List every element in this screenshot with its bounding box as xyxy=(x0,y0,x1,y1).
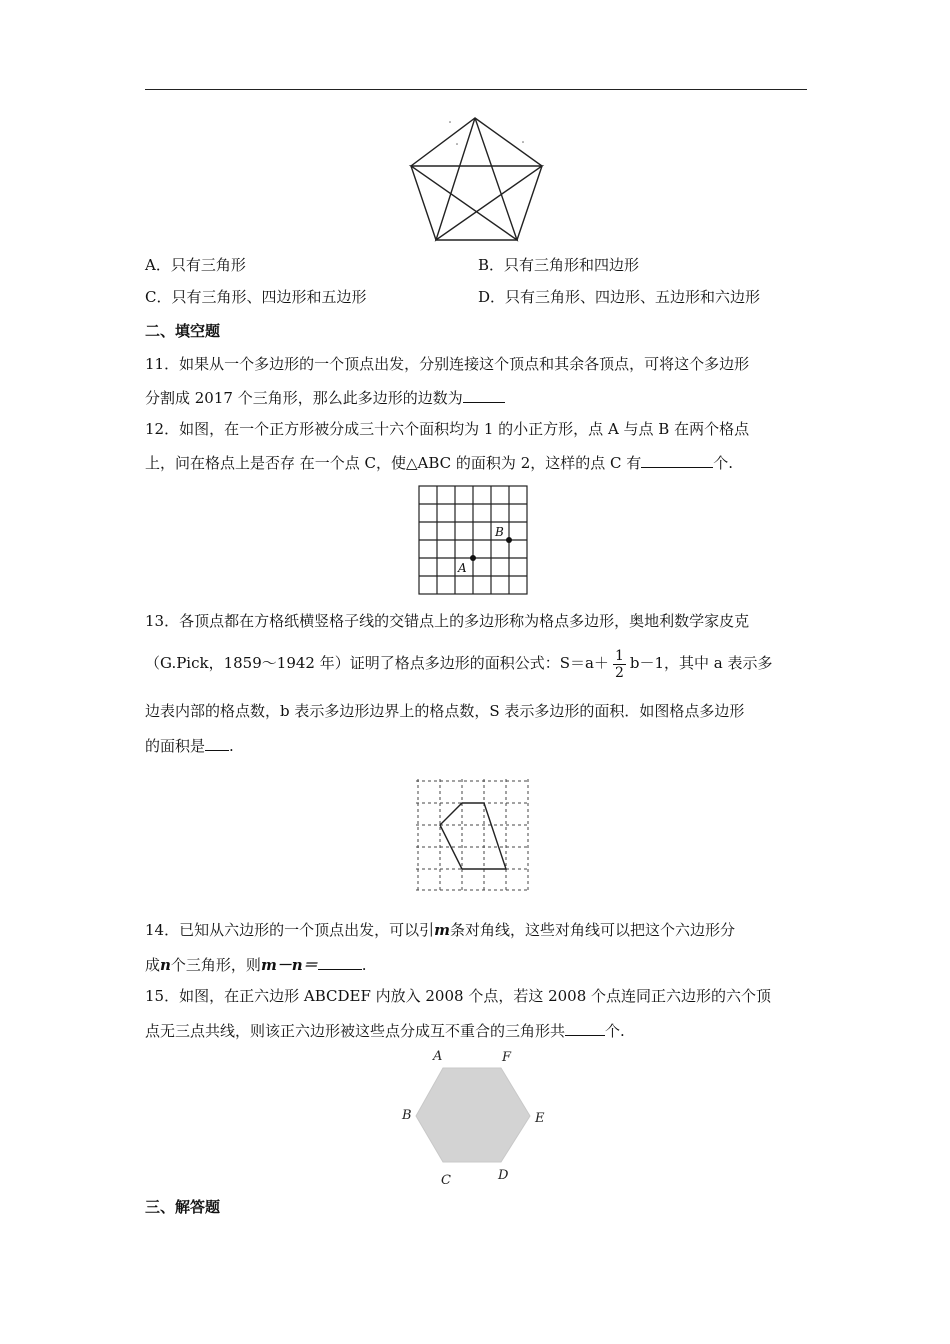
vertex-label-a: A xyxy=(433,1049,443,1064)
star-lines xyxy=(411,118,542,240)
q12-line1: 12．如图，在一个正方形被分成三十六个面积均为 1 的小正方形，点 A 与点 B 在两个格点 xyxy=(145,420,750,438)
q13-line3: 边表内部的格点数，b 表示多边形边界上的格点数，S 表示多边形的面积．如图格点多边形 xyxy=(145,702,745,720)
q14-line2 xyxy=(145,953,367,975)
point-b xyxy=(506,537,512,543)
choice-d: D．只有三角形、四边形、五边形和六边形 xyxy=(478,288,761,306)
q13-text-b: b－1，其中 a 表示多 xyxy=(629,654,773,672)
choice-c: C．只有三角形、四边形和五边形 xyxy=(145,288,367,306)
var-n: n xyxy=(160,956,171,974)
q15-line2 xyxy=(145,1019,625,1041)
q14-line1 xyxy=(145,920,735,940)
q13-lattice-figure xyxy=(412,776,532,894)
vertex-label-f: F xyxy=(502,1050,512,1065)
q11-text: 分割成 2017 个三角形，那么此多边形的边数为 xyxy=(145,389,463,407)
q13-text-c: 的面积是 xyxy=(145,737,206,755)
hexagon-abcdef xyxy=(416,1068,530,1162)
q11-line2 xyxy=(145,386,505,408)
q11-answer-blank[interactable] xyxy=(463,386,505,403)
section3-title: 三、解答题 xyxy=(145,1198,221,1216)
fraction-denominator: 2 xyxy=(614,664,624,681)
lattice-polygon xyxy=(440,803,506,869)
q14-text-e: . xyxy=(361,956,367,974)
vertex-label-e: E xyxy=(535,1111,545,1126)
header-rule xyxy=(145,89,807,90)
q15-text-b: 个. xyxy=(605,1022,625,1040)
q12-line2 xyxy=(145,451,733,473)
q15-text-a: 点无三点共线，则该正六边形被这些点分成互不重合的三角形共 xyxy=(145,1022,566,1040)
choice-b: B．只有三角形和四边形 xyxy=(478,256,640,274)
q15-line1: 15．如图，在正六边形 ABCDEF 内放入 2008 个点，若这 2008 个点连同正六边形的六个顶 xyxy=(145,987,772,1005)
vertex-label-b: B xyxy=(402,1108,412,1123)
vertex-label-d: D xyxy=(498,1168,509,1183)
vertex-label-c: C xyxy=(441,1173,451,1188)
q13-text-d: . xyxy=(229,737,234,755)
section2-title: 二、填空题 xyxy=(145,322,221,340)
hexagon-figure xyxy=(398,1044,558,1190)
q13-line2 xyxy=(145,645,773,681)
q12-text-end: 个. xyxy=(713,454,734,472)
q11-line1: 11．如果从一个多边形的一个顶点出发，分别连接这个顶点和其余各顶点，可将这个多边形 xyxy=(145,355,750,373)
label-b: B xyxy=(495,525,504,539)
label-a: A xyxy=(458,561,467,575)
q14-text-b: 条对角线，这些对角线可以把这个六边形分 xyxy=(449,921,735,939)
q12-text: 上，问在格点上是否存 在一个点 C，使△ABC 的面积为 2，这样的点 C 有 xyxy=(145,454,642,472)
point-a xyxy=(470,555,476,561)
fraction-numerator: 1 xyxy=(614,647,624,664)
q14-text-c: 成 xyxy=(145,956,161,974)
q13-line1: 13．各顶点都在方格纸横竖格子线的交错点上的多边形称为格点多边形，奥地利数学家皮克 xyxy=(145,612,750,630)
q13-answer-blank[interactable] xyxy=(205,734,229,751)
q15-answer-blank[interactable] xyxy=(565,1019,605,1036)
q12-answer-blank[interactable] xyxy=(641,451,713,468)
q12-grid-figure xyxy=(418,485,530,597)
q14-text-a: 14．已知从六边形的一个顶点出发，可以引 xyxy=(145,921,435,939)
choice-a: A．只有三角形 xyxy=(145,256,246,274)
pentagram-figure xyxy=(405,112,555,244)
q14-answer-blank[interactable] xyxy=(318,953,362,970)
expression-m-minus-n: m－n＝ xyxy=(260,956,318,974)
var-m: m xyxy=(434,921,450,939)
q14-text-d: 个三角形，则 xyxy=(170,956,261,974)
q13-line4 xyxy=(145,734,234,756)
fraction-one-half xyxy=(613,648,626,681)
q13-text-a: （G.Pick，1859～1942 年）证明了格点多边形的面积公式：S＝a＋ xyxy=(145,654,609,672)
